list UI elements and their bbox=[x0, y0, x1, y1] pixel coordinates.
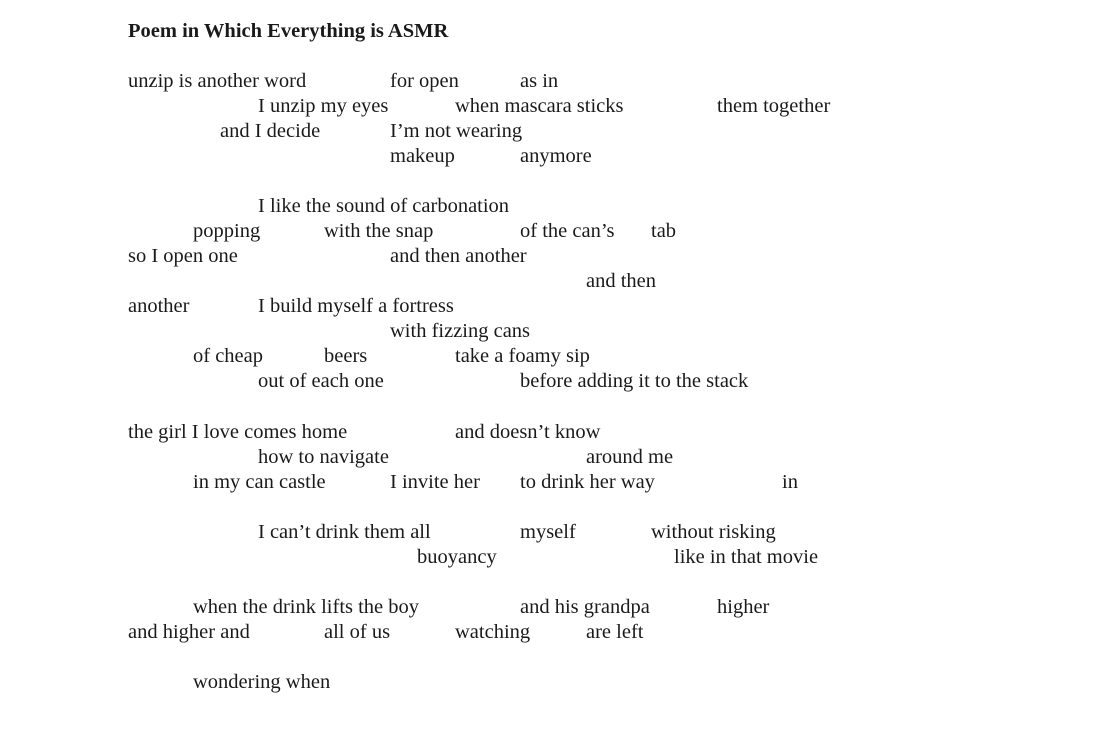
poem-fragment: when the drink lifts the boy bbox=[193, 596, 420, 618]
poem-fragment: like in that movie bbox=[674, 546, 819, 568]
poem-fragment: unzip is another word bbox=[128, 70, 307, 92]
poem-fragment: how to navigate bbox=[258, 446, 389, 468]
poem-fragment: to drink her way bbox=[520, 471, 655, 493]
poem-title: Poem in Which Everything is ASMR bbox=[128, 20, 449, 42]
poem-fragment: and then bbox=[586, 270, 657, 292]
poem-fragment: another bbox=[128, 295, 190, 317]
poem-fragment: and his grandpa bbox=[520, 596, 650, 618]
poem-fragment: in bbox=[782, 471, 798, 493]
poem-fragment: anymore bbox=[520, 145, 592, 167]
poem-fragment: with fizzing cans bbox=[390, 320, 531, 342]
poem-fragment: I build myself a fortress bbox=[258, 295, 454, 317]
poem-fragment: when mascara sticks bbox=[455, 95, 624, 117]
poem-fragment: I like the sound of carbonation bbox=[258, 195, 510, 217]
poem-fragment: in my can castle bbox=[193, 471, 326, 493]
poem-fragment: makeup bbox=[390, 145, 455, 167]
poem-fragment: for open bbox=[390, 70, 459, 92]
poem-fragment: and doesn’t know bbox=[455, 421, 601, 443]
poem-fragment: all of us bbox=[324, 621, 391, 643]
poem-fragment: watching bbox=[455, 621, 531, 643]
poem-fragment: take a foamy sip bbox=[455, 345, 590, 367]
poem-fragment: tab bbox=[651, 220, 677, 242]
poem-fragment: I invite her bbox=[390, 471, 480, 493]
poem-fragment: I can’t drink them all bbox=[258, 521, 431, 543]
poem-fragment: higher bbox=[717, 596, 770, 618]
poem-fragment: are left bbox=[586, 621, 644, 643]
poem-fragment: so I open one bbox=[128, 245, 238, 267]
poem-fragment: myself bbox=[520, 521, 576, 543]
poem-fragment: the girl I love comes home bbox=[128, 421, 348, 443]
poem-fragment: around me bbox=[586, 446, 674, 468]
poem-fragment: them together bbox=[717, 95, 831, 117]
poem-fragment: I unzip my eyes bbox=[258, 95, 389, 117]
poem-fragment: before adding it to the stack bbox=[520, 370, 749, 392]
poem-fragment: with the snap bbox=[324, 220, 434, 242]
poem-fragment: popping bbox=[193, 220, 261, 242]
poem-fragment: buoyancy bbox=[417, 546, 497, 568]
poem-fragment: and I decide bbox=[220, 120, 321, 142]
poem-fragment: out of each one bbox=[258, 370, 384, 392]
poem-fragment: and then another bbox=[390, 245, 527, 267]
poem-fragment: of cheap bbox=[193, 345, 263, 367]
poem-fragment: of the can’s bbox=[520, 220, 615, 242]
poem-fragment: as in bbox=[520, 70, 559, 92]
poem-fragment: and higher and bbox=[128, 621, 250, 643]
poem-fragment: beers bbox=[324, 345, 368, 367]
poem-fragment: wondering when bbox=[193, 671, 331, 693]
poem-fragment: I’m not wearing bbox=[390, 120, 523, 142]
poem-fragment: without risking bbox=[651, 521, 776, 543]
